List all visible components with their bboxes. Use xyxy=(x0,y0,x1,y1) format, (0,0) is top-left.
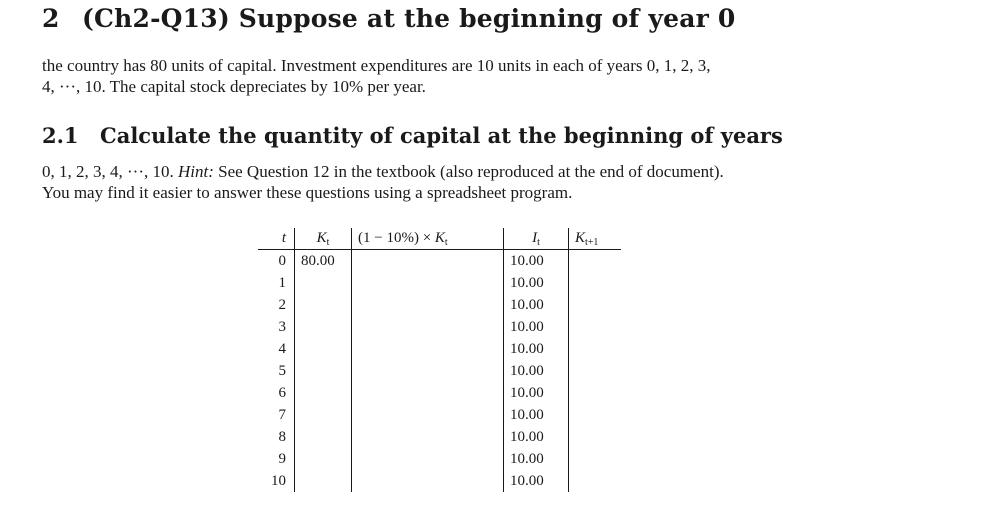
question-line-2: You may find it easier to answer these questions using a spreadsheet program. xyxy=(42,183,573,202)
cell-depreciated-capital xyxy=(352,272,504,294)
table-row xyxy=(258,316,621,338)
subsection-title: Calculate the quantity of capital at the beginning of years xyxy=(100,123,783,148)
header-depreciated-capital: $(1 - 10\%) \times K_t$ xyxy=(352,228,504,250)
cell-k xyxy=(295,294,352,316)
subsection-heading xyxy=(42,123,783,148)
cell-depreciated-capital xyxy=(352,448,504,470)
cell-depreciated-capital xyxy=(352,338,504,360)
table-body xyxy=(258,250,621,493)
section-title: (Ch2-Q13) Suppose at the beginning of year 0 xyxy=(82,4,736,33)
cell-k-next xyxy=(569,404,622,426)
section-number: 2 xyxy=(42,4,60,33)
cell-investment: 10.00 xyxy=(504,426,569,448)
cell-investment: 10.00 xyxy=(504,272,569,294)
cell-investment: 10.00 xyxy=(504,338,569,360)
cell-k-next xyxy=(569,272,622,294)
table-row xyxy=(258,382,621,404)
years-list: 0, 1, 2, 3, 4, ···, 10. xyxy=(42,162,178,181)
cell-k-next xyxy=(569,382,622,404)
table-row xyxy=(258,338,621,360)
cell-k xyxy=(295,360,352,382)
intro-line-1: the country has 80 units of capital. Investment expenditures are 10 units in each of years 0, 1, 2, 3, xyxy=(42,56,711,75)
question-paragraph xyxy=(42,161,724,203)
cell-k: 80.00 xyxy=(295,250,352,273)
cell-k-next xyxy=(569,338,622,360)
cell-depreciated-capital xyxy=(352,404,504,426)
table-header-row xyxy=(258,228,621,250)
cell-t: 2 xyxy=(258,294,295,316)
cell-t: 8 xyxy=(258,426,295,448)
header-k: $K_t$ xyxy=(295,228,352,250)
cell-investment: 10.00 xyxy=(504,448,569,470)
table-row xyxy=(258,250,621,273)
cell-t: 3 xyxy=(258,316,295,338)
cell-investment: 10.00 xyxy=(504,294,569,316)
cell-investment: 10.00 xyxy=(504,382,569,404)
cell-k-next xyxy=(569,250,622,273)
cell-depreciated-capital xyxy=(352,294,504,316)
cell-investment: 10.00 xyxy=(504,250,569,273)
cell-depreciated-capital xyxy=(352,250,504,273)
cell-investment: 10.00 xyxy=(504,470,569,492)
capital-table xyxy=(258,228,621,492)
table-row xyxy=(258,404,621,426)
cell-k xyxy=(295,426,352,448)
table-row xyxy=(258,426,621,448)
header-t: t xyxy=(258,228,295,250)
question-line-1 xyxy=(42,161,724,182)
cell-t: 10 xyxy=(258,470,295,492)
intro-line-2: 4, ···, 10. The capital stock depreciates by 10% per year. xyxy=(42,77,426,96)
cell-k xyxy=(295,470,352,492)
hint-text: See Question 12 in the textbook (also reproduced at the end of document). xyxy=(213,162,724,181)
cell-k xyxy=(295,272,352,294)
header-investment: $I_t$ xyxy=(504,228,569,250)
subsection-number: 2.1 xyxy=(42,123,79,148)
cell-k xyxy=(295,316,352,338)
cell-k-next xyxy=(569,470,622,492)
table-row xyxy=(258,448,621,470)
cell-k-next xyxy=(569,360,622,382)
table-row xyxy=(258,470,621,492)
cell-depreciated-capital xyxy=(352,426,504,448)
cell-t: 6 xyxy=(258,382,295,404)
cell-investment: 10.00 xyxy=(504,316,569,338)
cell-t: 7 xyxy=(258,404,295,426)
cell-t: 1 xyxy=(258,272,295,294)
cell-t: 9 xyxy=(258,448,295,470)
cell-k xyxy=(295,382,352,404)
cell-k-next xyxy=(569,294,622,316)
cell-depreciated-capital xyxy=(352,382,504,404)
table-row xyxy=(258,360,621,382)
cell-depreciated-capital xyxy=(352,470,504,492)
cell-k xyxy=(295,338,352,360)
cell-k-next xyxy=(569,316,622,338)
cell-t: 4 xyxy=(258,338,295,360)
cell-depreciated-capital xyxy=(352,360,504,382)
cell-t: 5 xyxy=(258,360,295,382)
cell-k xyxy=(295,448,352,470)
cell-investment: 10.00 xyxy=(504,404,569,426)
hint-label: Hint: xyxy=(177,162,214,181)
cell-t: 0 xyxy=(258,250,295,273)
section-heading xyxy=(42,4,736,33)
cell-depreciated-capital xyxy=(352,316,504,338)
intro-paragraph xyxy=(42,55,711,97)
table-row xyxy=(258,272,621,294)
cell-k xyxy=(295,404,352,426)
table-row xyxy=(258,294,621,316)
cell-investment: 10.00 xyxy=(504,360,569,382)
header-k-next: $K_{t+1}$ xyxy=(569,228,622,250)
cell-k-next xyxy=(569,426,622,448)
cell-k-next xyxy=(569,448,622,470)
